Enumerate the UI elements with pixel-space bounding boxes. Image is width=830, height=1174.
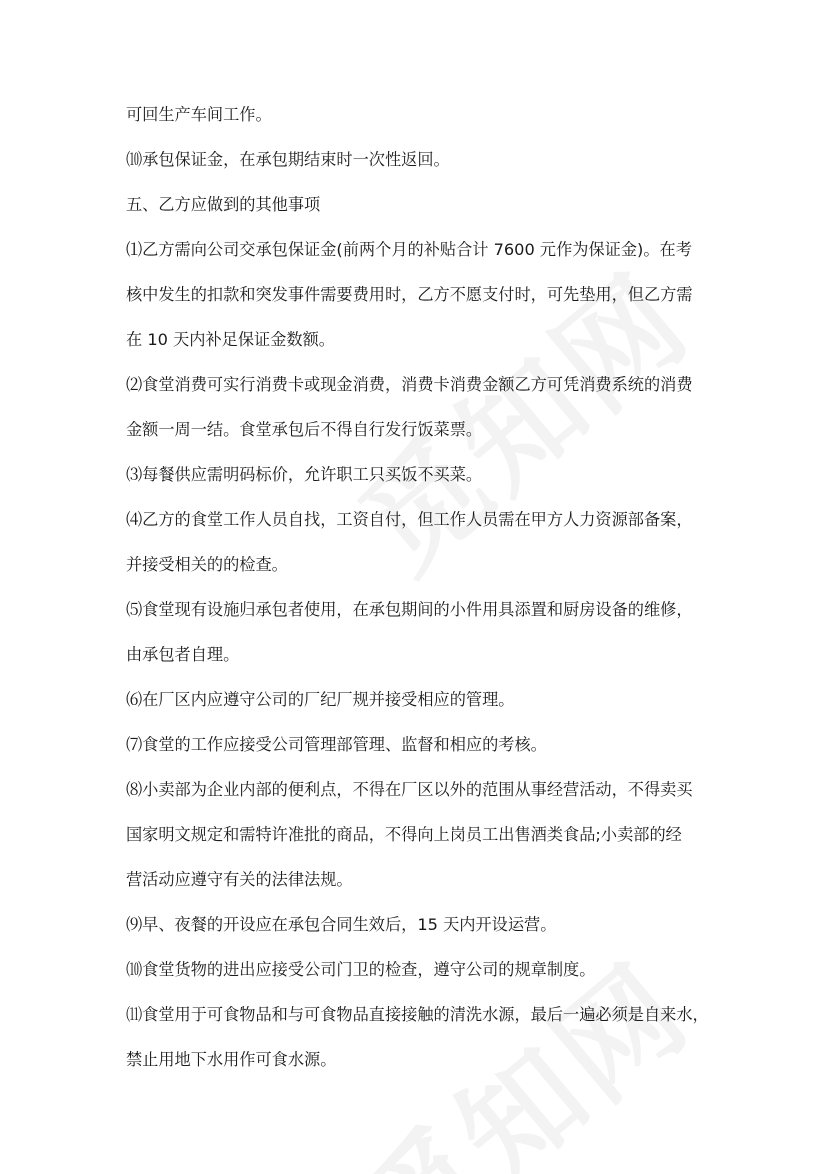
text-line: 核中发生的扣款和突发事件需要费用时，乙方不愿支付时，可先垫用，但乙方需 — [126, 285, 693, 304]
paragraph — [126, 687, 726, 713]
text-line: 金额一周一结。食堂承包后不得自行发行饭菜票。 — [126, 420, 483, 439]
paragraph — [126, 372, 726, 443]
text-line: 可回生产车间工作。 — [126, 105, 272, 124]
text-line: 并接受相关的的检查。 — [126, 555, 288, 574]
paragraph — [126, 912, 726, 938]
text-line: ⑵食堂消费可实行消费卡或现金消费，消费卡消费金额乙方可凭消费系统的消费 — [126, 375, 693, 394]
text-line: ⑴乙方需向公司交承包保证金(前两个月的补贴合计 7600 元作为保证金)。在考 — [126, 240, 692, 259]
paragraph — [126, 237, 726, 353]
section-heading — [126, 192, 726, 218]
text-line: ⑹在厂区内应遵守公司的厂纪厂规并接受相应的管理。 — [126, 690, 515, 709]
text-line: 营活动应遵守有关的法律法规。 — [126, 870, 353, 889]
text-line: ⑶每餐供应需明码标价，允许职工只买饭不买菜。 — [126, 465, 483, 484]
text-line: ⑼早、夜餐的开设应在承包合同生效后，15 天内开设运营。 — [126, 915, 557, 934]
paragraph — [126, 732, 726, 758]
paragraph — [126, 597, 726, 668]
text-line: 国家明文规定和需特许准批的商品，不得向上岗员工出售酒类食品;小卖部的经 — [126, 825, 682, 844]
paragraph — [126, 147, 726, 173]
paragraph — [126, 777, 726, 893]
paragraph — [126, 1002, 726, 1073]
paragraph — [126, 462, 726, 488]
text-line: 由承包者自理。 — [126, 645, 240, 664]
text-line: 禁止用地下水用作可食水源。 — [126, 1050, 337, 1069]
text-line: ⑽食堂货物的进出应接受公司门卫的检查，遵守公司的规章制度。 — [126, 960, 596, 979]
paragraph — [126, 102, 726, 128]
paragraph — [126, 957, 726, 983]
text-line: ⑾食堂用于可食物品和与可食物品直接接触的清洗水源，最后一遍必须是自来水， — [126, 1005, 709, 1024]
text-line: ⑷乙方的食堂工作人员自找，工资自付，但工作人员需在甲方人力资源部备案， — [126, 510, 693, 529]
text-line: ⑺食堂的工作应接受公司管理部管理、监督和相应的考核。 — [126, 735, 547, 754]
document-body — [126, 102, 726, 1092]
text-line: ⑻小卖部为企业内部的便利点，不得在厂区以外的范围从事经营活动，不得卖买 — [126, 780, 693, 799]
text-line: 五、乙方应做到的其他事项 — [126, 195, 321, 214]
text-line: 在 10 天内补足保证金数额。 — [126, 330, 335, 349]
text-line: ⑽承包保证金，在承包期结束时一次性返回。 — [126, 150, 450, 169]
paragraph — [126, 507, 726, 578]
text-line: ⑸食堂现有设施归承包者使用，在承包期间的小件用具添置和厨房设备的维修， — [126, 600, 693, 619]
